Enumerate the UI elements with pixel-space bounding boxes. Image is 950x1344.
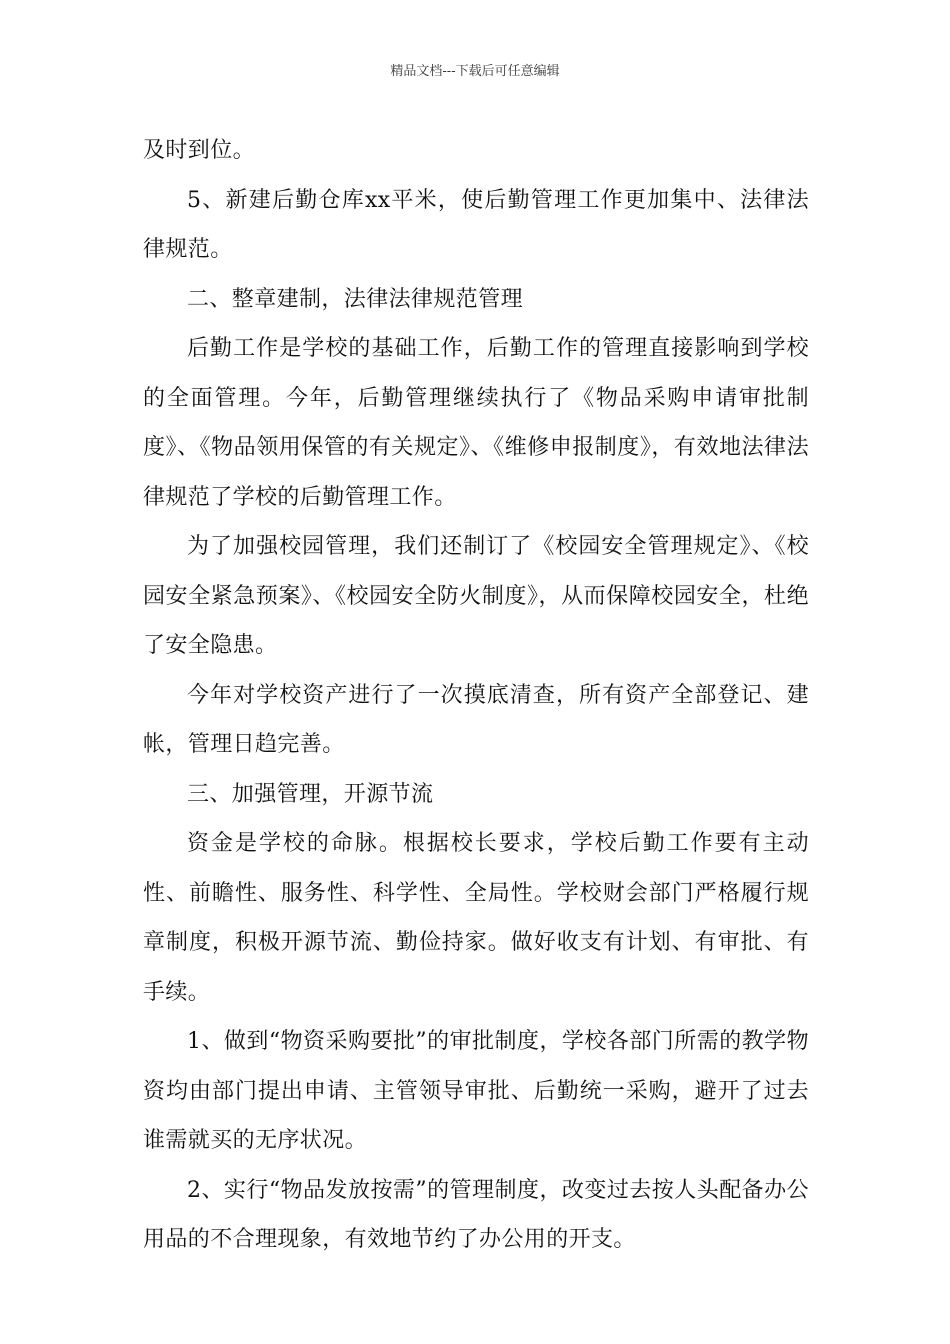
document-body: [143, 126, 809, 1265]
paragraph-8: 资金是学校的命脉。根据校长要求，学校后勤工作要有主动性、前瞻性、服务性、科学性、全局性。学校财会部门严格履行规章制度，积极开源节流、勤俭持家。做好收支有计划、有审批、有手续。: [143, 831, 809, 1005]
paragraph-10: 2、实行“物品发放按需”的管理制度，改变过去按人头配备办公用品的不合理现象，有效地节约了办公用的开支。: [143, 1177, 809, 1252]
paragraph-9: 1、做到“物资采购要批”的审批制度，学校各部门所需的教学物资均由部门提出申请、主管领导审批、后勤统一采购，避开了过去谁需就买的无序状况。: [143, 1029, 809, 1153]
paragraph-6: 今年对学校资产进行了一次摸底清查，所有资产全部登记、建帐，管理日趋完善。: [143, 682, 809, 757]
paragraph-4: 后勤工作是学校的基础工作，后勤工作的管理直接影响到学校的全面管理。今年，后勤管理继续执行了《物品采购申请审批制度》、《物品领用保管的有关规定》、《维修申报制度》，有效地法律法律规范了学校的后勤管理工作。: [143, 336, 809, 510]
section-heading-3: 三、加强管理，开源节流: [187, 781, 434, 807]
paragraph-2: 5、新建后勤仓库xx平米，使后勤管理工作更加集中、法律法律规范。: [143, 187, 809, 262]
paragraph-5: 为了加强校园管理，我们还制订了《校园安全管理规定》、《校园安全紧急预案》、《校园安全防火制度》，从而保障校园安全，杜绝了安全隐患。: [143, 534, 809, 658]
section-heading-2: 二、整章建制，法律法律规范管理: [187, 286, 524, 312]
paragraph-1: 及时到位。: [143, 138, 256, 163]
page-header: 精品文档---下载后可任意编辑: [390, 64, 560, 79]
